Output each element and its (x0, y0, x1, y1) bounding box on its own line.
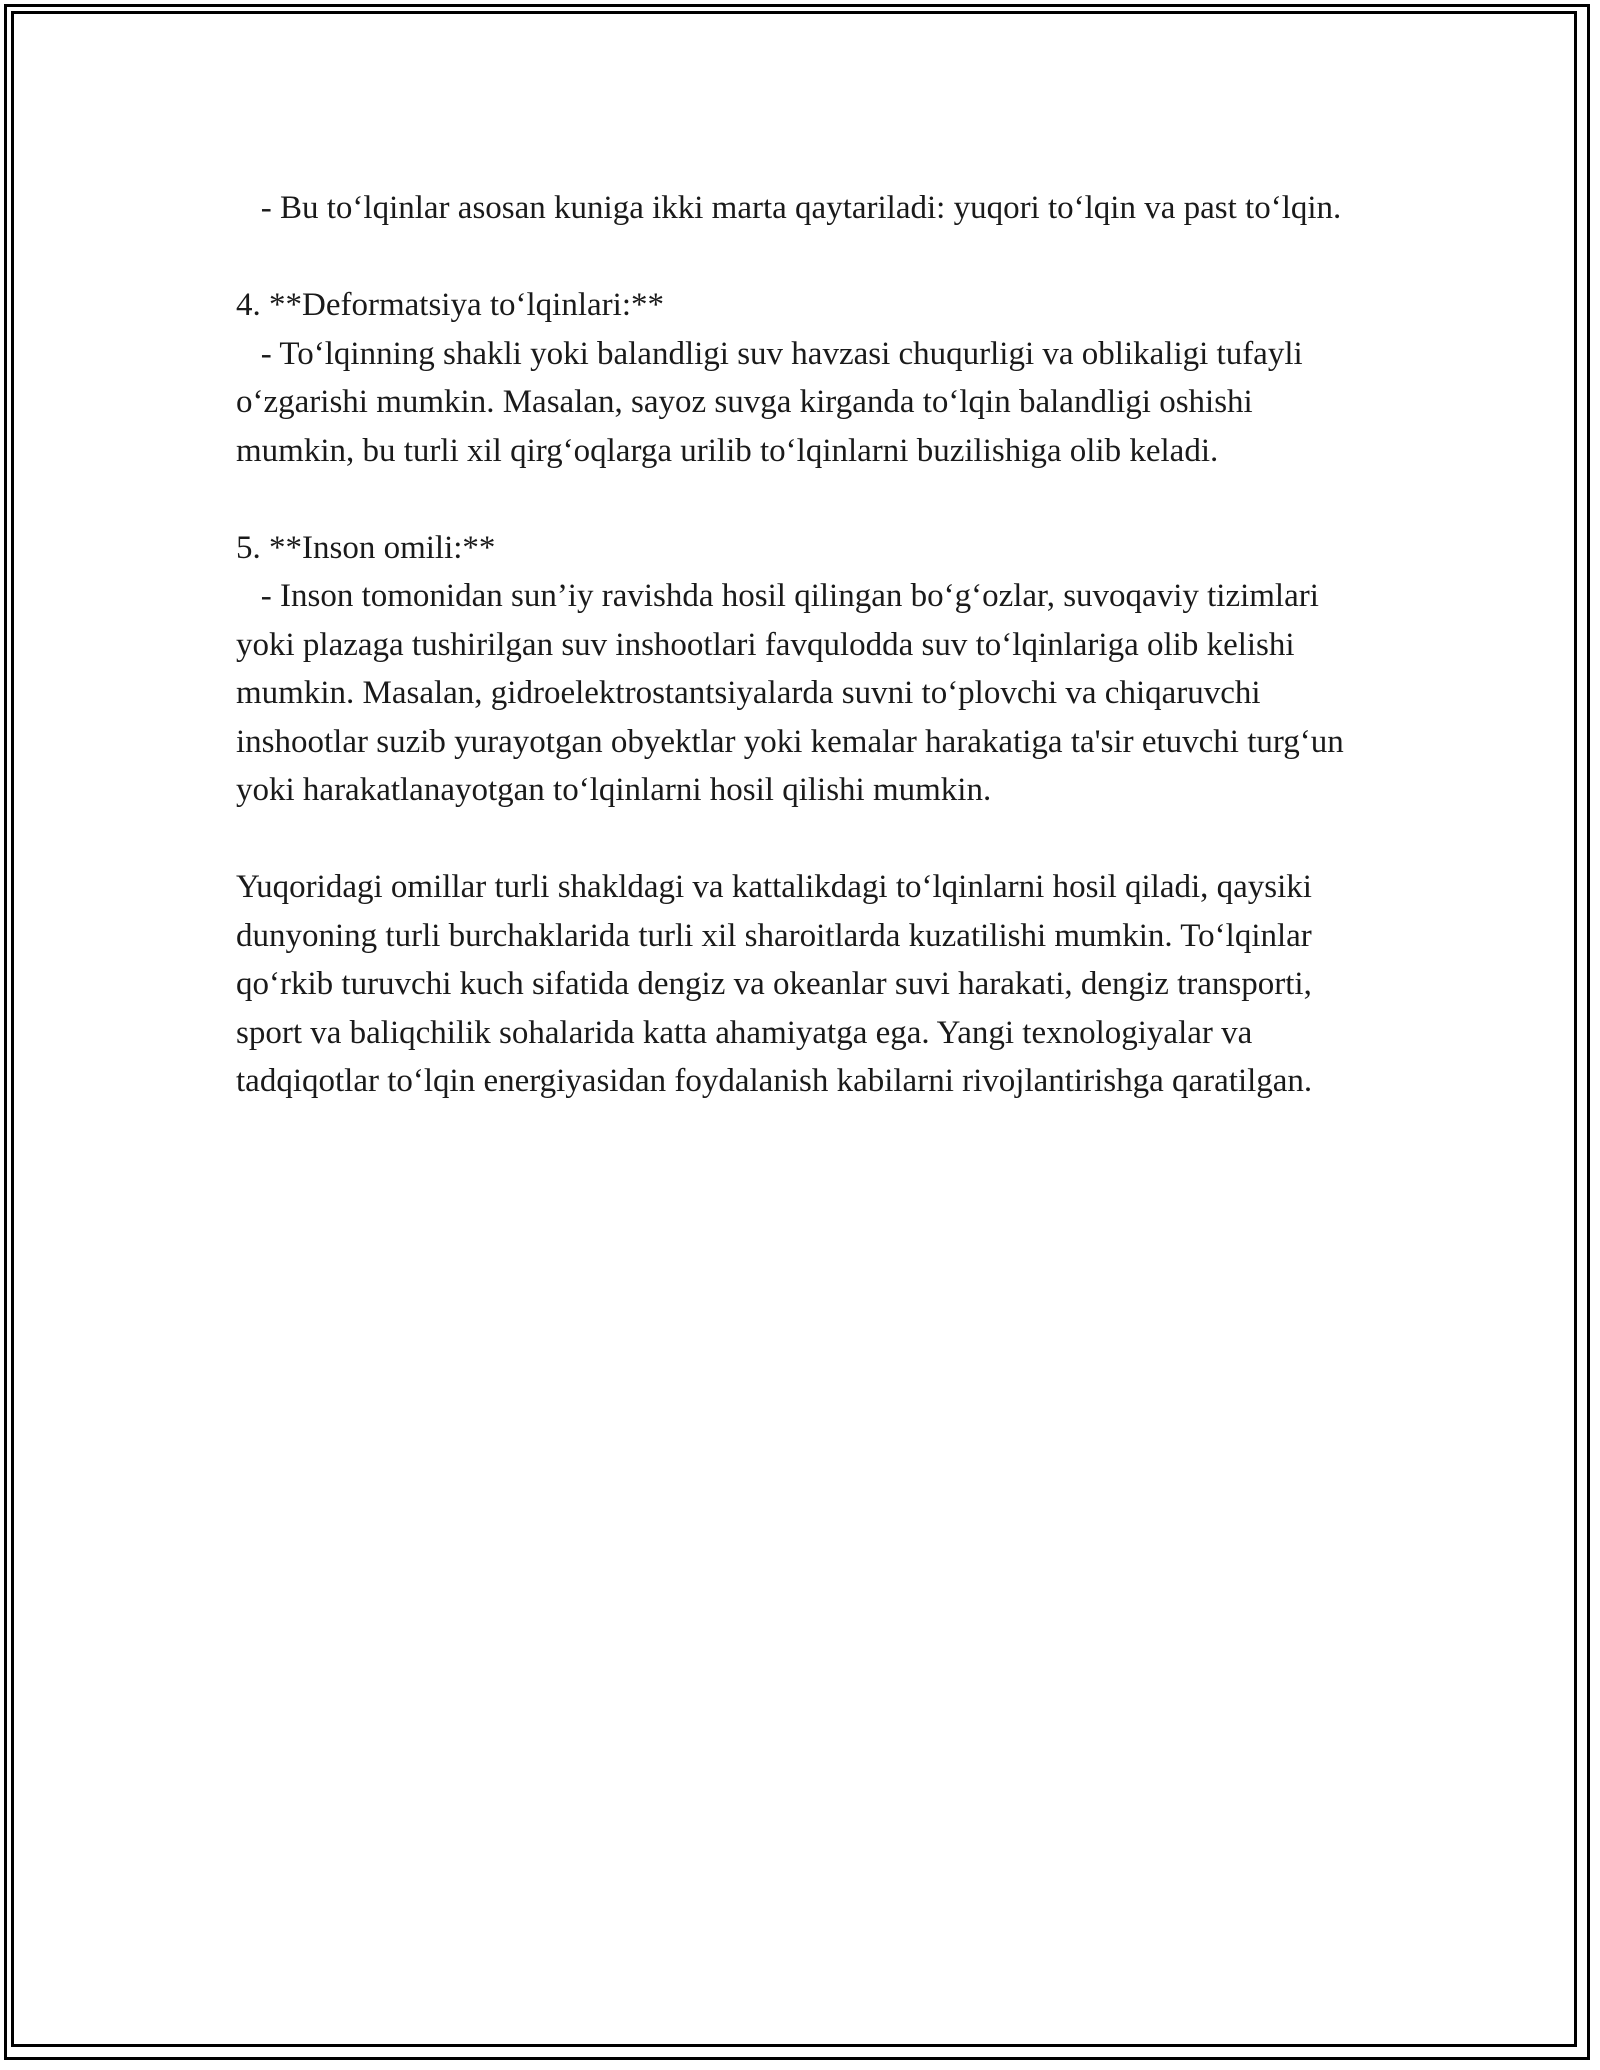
document-body (236, 184, 1366, 1106)
paragraph-tides-bullet: - Bu to‘lqinlar asosan kuniga ikki marta qaytariladi: yuqori to‘lqin va past to‘lqin. (236, 190, 1342, 226)
paragraph-gap (236, 475, 1366, 524)
paragraph-gap (236, 233, 1366, 282)
paragraph-gap (236, 815, 1366, 864)
heading-human-factor: 5. **Inson omili:** (236, 529, 496, 566)
paragraph-deformation-bullet: - To‘lqinning shakli yoki balandligi suv havzasi chuqurligi va oblikaligi tufayli o‘zgarishi mumkin. Masalan, sayoz suvga kirganda to‘lqin balandligi oshishi mumkin, bu turli xil qirg‘oqlarga urilib to‘lqinlarni buzilishiga olib keladi. (236, 335, 1311, 469)
paragraph-conclusion: Yuqoridagi omillar turli shakldagi va kattalikdagi to‘lqinlarni hosil qiladi, qaysiki dunyoning turli burchaklarida turli xil sharoitlarda kuzatilishi mumkin. To‘lqinlar qo‘rkib turuvchi kuch sifatida dengiz va okeanlar suvi harakati, dengiz transporti, sport va baliqchilik sohalarida katta ahamiyatga ega. Yangi texnologiyalar va tadqiqotlar to‘lqin energiyasidan foydalanish kabilarni rivojlantirishga qaratilgan. (236, 869, 1321, 1099)
heading-deformation-waves: 4. **Deformatsiya to‘lqinlari:** (236, 287, 664, 323)
paragraph-human-factor-bullet: - Inson tomonidan sun’iy ravishda hosil qilingan bo‘g‘ozlar, suvoqaviy tizimlari yoki plazaga tushirilgan suv inshootlari favqulodda suv to‘lqinlariga olib kelishi mumkin. Masalan, gidroelektrostantsiyalarda suvni to‘plovchi va chiqaruvchi inshootlar suzib yurayotgan obyektlar yoki kemalar harakatiga ta'sir etuvchi turg‘un yoki harakatlanayotgan to‘lqinlarni hosil qilishi mumkin. (236, 578, 1353, 808)
